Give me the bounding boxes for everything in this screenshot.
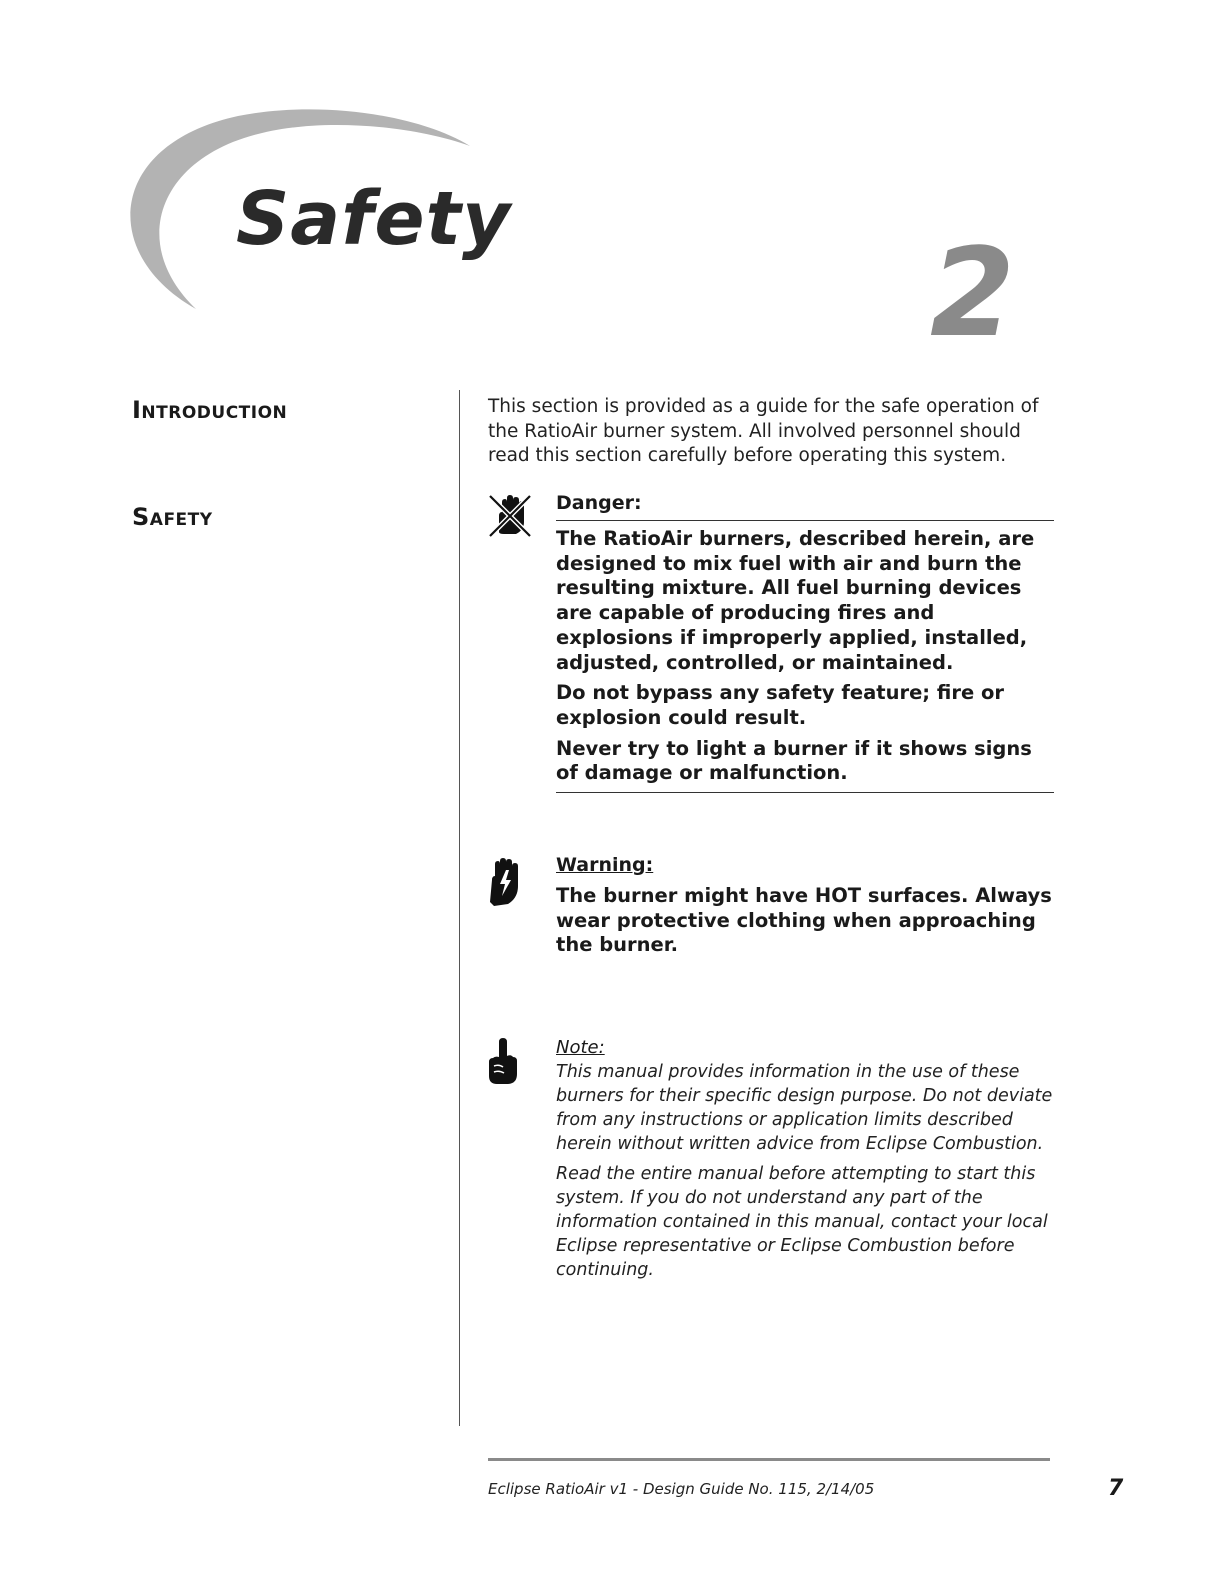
footer-rule	[488, 1458, 1050, 1461]
section-heading-safety: Safety	[132, 503, 213, 531]
section-heading-introduction: Introduction	[132, 396, 288, 424]
warning-hand-icon	[486, 856, 526, 908]
footer-document-id: Eclipse RatioAir v1 - Design Guide No. 115, 2/14/05	[488, 1480, 875, 1498]
pointing-finger-icon	[487, 1036, 519, 1086]
danger-callout	[556, 490, 1054, 793]
danger-label: Danger:	[556, 490, 1054, 521]
danger-bottom-rule	[556, 792, 1054, 793]
chapter-title: Safety	[236, 176, 512, 262]
danger-paragraph: Never try to light a burner if it shows signs of damage or malfunction.	[556, 736, 1032, 785]
note-paragraph: Read the entire manual before attempting to start this system. If you do not understand any part of the information contained in this manual, contact your local Eclipse representative or Eclipse Combustion before continuing.	[556, 1164, 1048, 1280]
warning-label: Warning:	[556, 854, 654, 876]
danger-hand-icon	[486, 492, 534, 540]
chapter-number: 2	[930, 222, 1015, 364]
page-number: 7	[1108, 1476, 1124, 1501]
intro-paragraph: This section is provided as a guide for the safe operation of the RatioAir burner system. All involved personnel should read this section carefully before operating this system.	[488, 396, 1039, 466]
column-divider	[459, 390, 460, 1426]
warning-callout	[556, 852, 1056, 958]
danger-paragraph: Do not bypass any safety feature; fire or explosion could result.	[556, 681, 1004, 729]
note-paragraph: This manual provides information in the use of these burners for their specific design purpose. Do not deviate from any instructions or application limits described herein without written advice from Eclipse Combustion.	[556, 1062, 1053, 1154]
note-callout	[556, 1036, 1056, 1282]
warning-paragraph: The burner might have HOT surfaces. Always wear protective clothing when approaching the burner.	[556, 884, 1052, 957]
note-label: Note:	[556, 1037, 605, 1058]
danger-paragraph: The RatioAir burners, described herein, are designed to mix fuel with air and burn the resulting mixture. All fuel burning devices are capable of producing fires and explosions if improperly applied, installed, adjusted, controlled, or maintained.	[556, 527, 1035, 674]
